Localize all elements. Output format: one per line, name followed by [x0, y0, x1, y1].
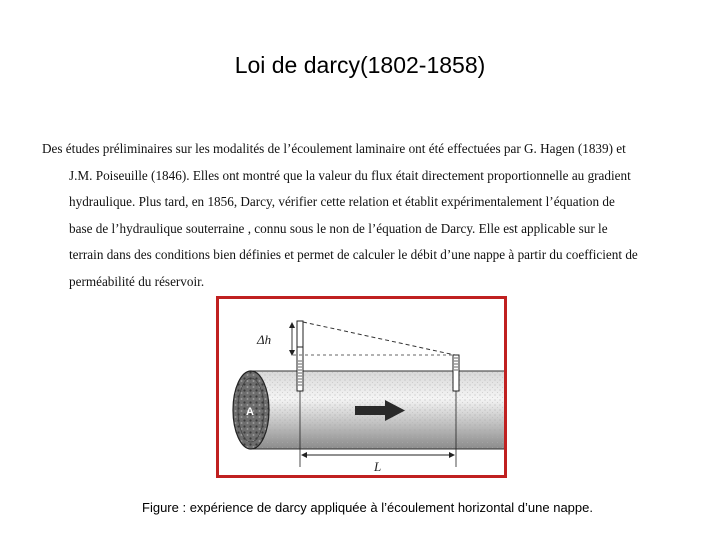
- figure-caption: Figure : expérience de darcy appliquée à l’écoulement horizontal d’une nappe.: [142, 500, 593, 515]
- paragraph-line: perméabilité du réservoir.: [69, 273, 205, 289]
- paragraph-line: base de l’hydraulique souterraine , connu sous le non de l’équation de Darcy. Elle est applicable sur le: [69, 220, 608, 236]
- length-label: L: [374, 459, 382, 474]
- paragraph-line: terrain dans des conditions bien définies et permet de calculer le débit d’une nappe à partir du coefficient de: [69, 247, 638, 263]
- paragraph-line: hydraulique. Plus tard, en 1856, Darcy, vérifier cette relation et établit expérimentalement l’équation de: [69, 194, 615, 210]
- hydraulic-gradient-line: [303, 322, 455, 355]
- body-paragraph: [42, 136, 682, 296]
- piezometer-left: [297, 321, 303, 391]
- paragraph-line: J.M. Poiseuille (1846). Elles ont montré que la valeur du flux était directement proportionnelle au gradient: [69, 167, 631, 183]
- slide-title: Loi de darcy(1802-1858): [234, 52, 486, 78]
- darcy-diagram: [219, 299, 504, 475]
- delta-h-label: Δh: [257, 332, 272, 347]
- area-label: A: [246, 406, 254, 418]
- delta-h-dimension: [256, 322, 295, 356]
- darcy-figure: [216, 296, 507, 478]
- piezometer-right: [453, 355, 459, 391]
- paragraph-line: Des études préliminaires sur les modalités de l’écoulement laminaire ont été effectuées par G. Hagen (1839) et: [42, 141, 626, 156]
